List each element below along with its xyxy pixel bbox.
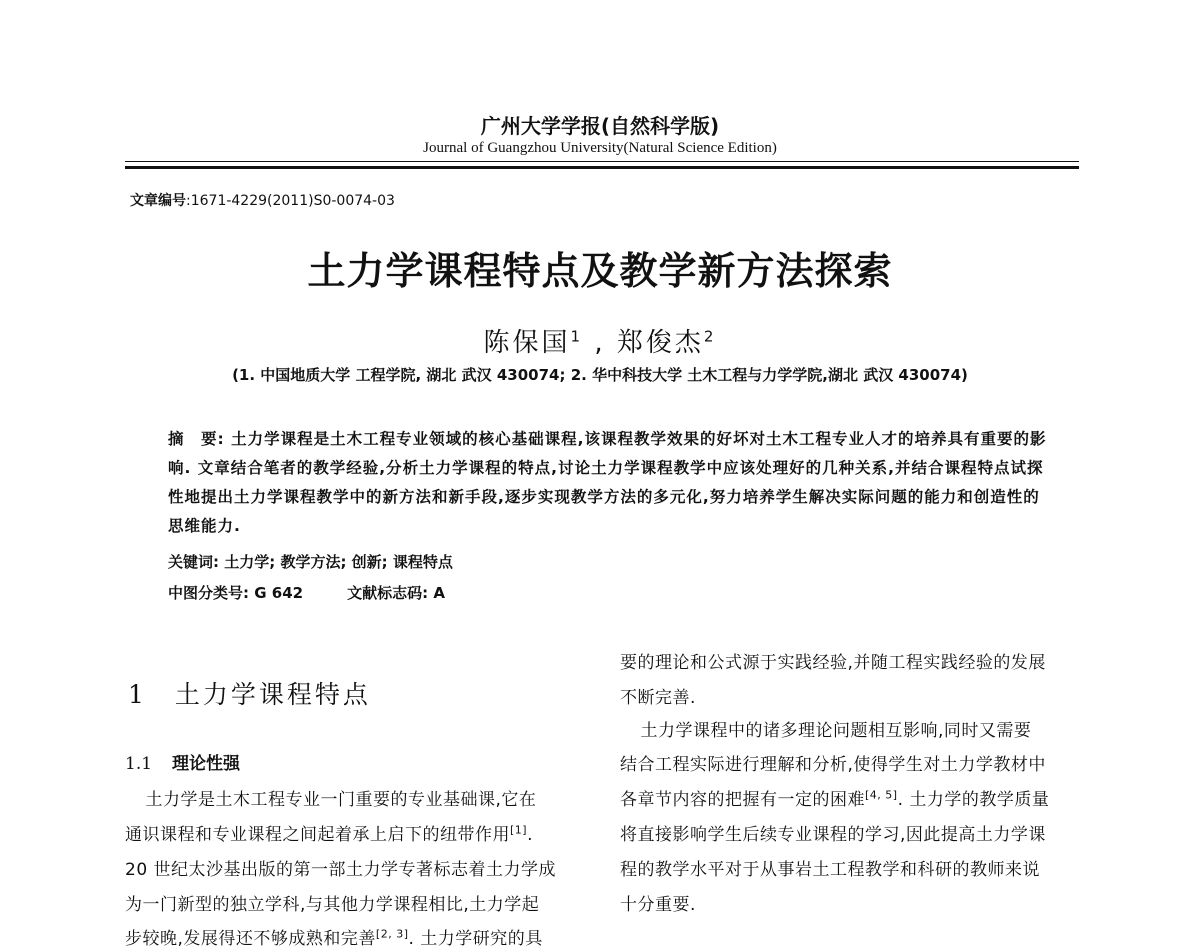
- affiliations: (1. 中国地质大学 工程学院, 湖北 武汉 430074; 2. 华中科技大学 土木工程与力学学院,湖北 武汉 430074): [232, 366, 968, 384]
- section-number: 1: [128, 680, 147, 709]
- right-col-line-2: 不断完善.: [620, 688, 696, 708]
- right-col-line-6: 将直接影响学生后续专业课程的学习,因此提高土力学课: [620, 825, 1046, 845]
- keywords: [168, 551, 453, 572]
- right-col-line-5: [620, 785, 1049, 810]
- right-col-line-1: 要的理论和公式源于实践经验,并随工程实践经验的发展: [620, 653, 1046, 673]
- citation-4-5: [4, 5]: [865, 788, 898, 802]
- journal-title-en: Journal of Guangzhou University(Natural Science Edition): [423, 140, 777, 156]
- journal-title-cn: 广州大学学报(自然科学版): [480, 114, 720, 138]
- clc-label: 中图分类号: [168, 584, 244, 602]
- author-separator: ,: [583, 328, 617, 358]
- citation-1: [1]: [510, 823, 528, 837]
- citation-2-3: [2, 3]: [375, 927, 409, 941]
- header-rule-thin: [125, 161, 1079, 162]
- keywords-label: 关键词: [168, 553, 214, 571]
- doc-code-label: 文献标志码: [347, 584, 423, 602]
- left-col-line-2-text: 通识课程和专业课程之间起着承上启下的纽带作用: [125, 825, 510, 845]
- subsection-title: 理论性强: [172, 754, 241, 774]
- right-col-line-3: 土力学课程中的诸多理论问题相互影响,同时又需要: [623, 721, 1032, 741]
- header-rule-thick: [125, 166, 1079, 169]
- section-title: 土力学课程特点: [174, 680, 371, 709]
- left-col-line-5: [125, 924, 543, 949]
- doc-code-value: : A: [422, 584, 445, 602]
- keywords-text: : 土力学; 教学方法; 创新; 课程特点: [213, 553, 453, 571]
- left-col-line-2-end: .: [527, 825, 533, 845]
- section-heading: [128, 675, 371, 711]
- clc-value: : G 642: [243, 584, 304, 602]
- abstract-text: : 土力学课程是土木工程专业领域的核心基础课程,该课程教学效果的好坏对土木工程专业人才的培养具有重要的影响. 文章结合笔者的教学经验,分析土力学课程的特点,讨论土力学课程教学中应该处理好的几种关系,并结合课程特点试探性地提出土力学课程教学中的新方法和新手段,逐步实现教学方法的多元化,努力培养学生解决实际问题的能力和创造性的思维能力.: [168, 430, 1047, 535]
- article-number-label: 文章编号: [130, 193, 186, 209]
- author-1: 陈保国: [483, 328, 571, 358]
- author-2: 郑俊杰: [616, 328, 704, 358]
- author-list: [0, 322, 1200, 359]
- left-col-line-5-end: . 土力学研究的具: [408, 929, 543, 949]
- classification: [168, 582, 445, 603]
- article-number: [130, 190, 395, 210]
- paper-title: 土力学课程特点及教学新方法探索: [307, 248, 893, 293]
- left-col-line-4: 为一门新型的独立学科,与其他力学课程相比,土力学起: [125, 895, 540, 915]
- abstract-label: 摘 要: [168, 430, 218, 448]
- right-col-line-8: 十分重要.: [620, 895, 696, 915]
- left-col-line-1: 土力学是土木工程专业一门重要的专业基础课,它在: [128, 790, 537, 810]
- right-col-line-7: 程的教学水平对于从事岩土工程教学和科研的教师来说: [620, 860, 1040, 880]
- subsection-number: 1.1: [125, 754, 153, 774]
- left-col-line-2: [125, 820, 533, 845]
- subsection-heading: [125, 749, 240, 774]
- author-1-affil-mark: 1: [570, 327, 584, 346]
- right-col-line-5-text: 各章节内容的把握有一定的困难: [620, 790, 865, 810]
- right-col-line-5-end: . 土力学的教学质量: [897, 790, 1050, 810]
- left-col-line-3: 20 世纪太沙基出版的第一部土力学专著标志着土力学成: [125, 860, 557, 880]
- article-number-value: :1671-4229(2011)S0-0074-03: [186, 193, 395, 209]
- abstract: [168, 425, 1048, 541]
- left-col-line-5-text: 步较晚,发展得还不够成熟和完善: [125, 929, 376, 949]
- right-col-line-4: 结合工程实际进行理解和分析,使得学生对土力学教材中: [620, 755, 1046, 775]
- author-2-affil-mark: 2: [703, 327, 717, 346]
